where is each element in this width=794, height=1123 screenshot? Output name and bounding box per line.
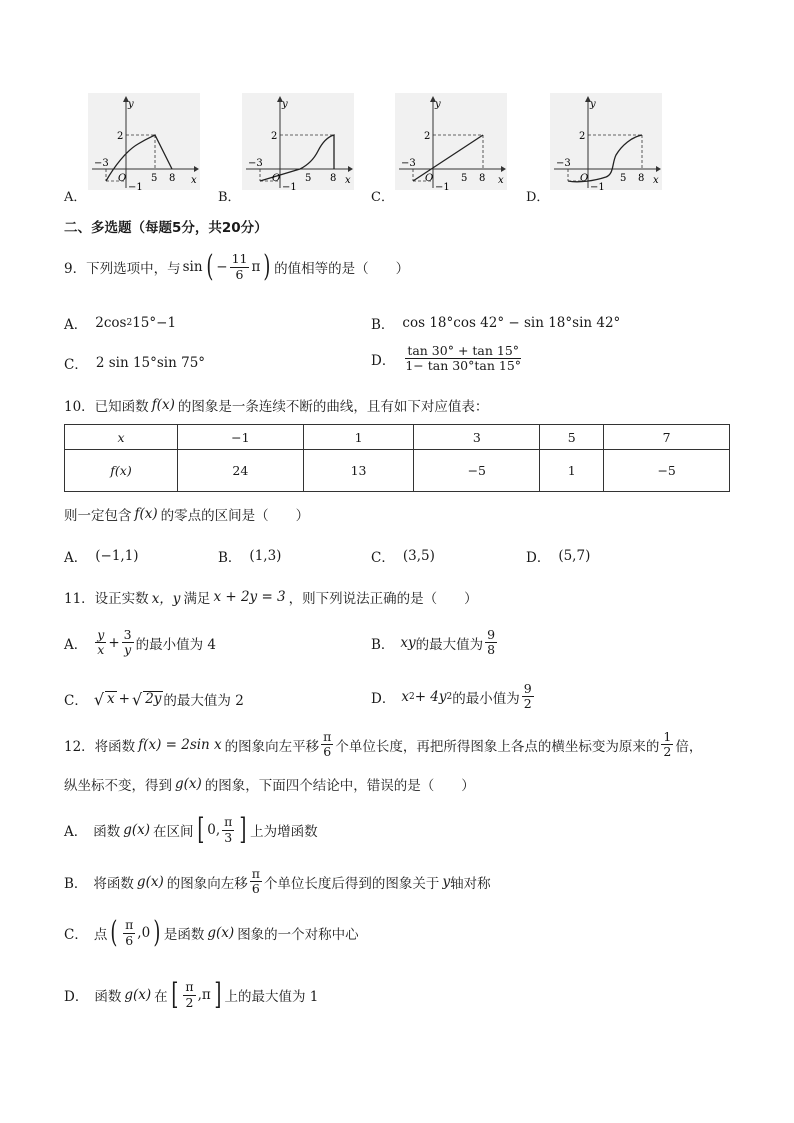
- q11-option-d[interactable]: [371, 682, 536, 712]
- q9-b-letter: B．: [371, 317, 395, 333]
- q12-c-tail: ,0: [137, 925, 151, 941]
- q10-b-text: (1,3): [249, 548, 282, 564]
- graph-b-origin: O: [272, 173, 281, 184]
- q12-c-gx: g(x): [207, 925, 235, 941]
- q10-b-letter: B．: [218, 550, 242, 566]
- graph-d-y-label: y: [590, 99, 596, 110]
- graph-b-two: 2: [271, 131, 278, 142]
- q12-half-num: 1: [663, 729, 672, 744]
- q11-eq: x + 2y = 3: [213, 589, 286, 605]
- question-9: [64, 249, 410, 284]
- graph-a-y-label: y: [128, 99, 134, 110]
- q9-b-text: cos 18°cos 42° − sin 18°sin 42°: [402, 315, 621, 331]
- graph-c-origin: O: [425, 173, 434, 184]
- q12-c-den: 6: [125, 932, 134, 948]
- graph-c-neg3: −3: [401, 158, 416, 169]
- graph-a-five: 5: [151, 173, 158, 184]
- graph-a-neg1: −1: [128, 182, 143, 190]
- q12-c-pre: 点: [93, 927, 108, 943]
- q12-line1-post: 个单位长度，再把所得图象上各点的横坐标变为原来的: [335, 738, 660, 755]
- q12-a-post: 上为增函数: [250, 824, 318, 840]
- q11-d-frac: [522, 682, 534, 712]
- q12-a-num: π: [224, 814, 233, 830]
- q12-b-post: 个单位长度后得到的图象关于: [263, 875, 440, 892]
- q9-d-den: 1− tan 30°tan 15°: [405, 358, 522, 374]
- q9-right-paren: ): [263, 249, 271, 284]
- q12-b-frac: [250, 867, 262, 897]
- q9-option-a[interactable]: [64, 313, 176, 333]
- q11-d-letter: D．: [371, 690, 396, 707]
- table-head-x: x: [65, 425, 178, 450]
- q12-shift-num: π: [323, 729, 332, 744]
- q11-c-tail: 的最大值为 2: [163, 693, 244, 709]
- q11-option-b[interactable]: [371, 628, 499, 658]
- q12-b-pre: 将函数: [93, 875, 134, 892]
- q9-left-paren: (: [205, 249, 213, 284]
- q11-c-r2: 2y: [145, 691, 162, 708]
- q10-question-fx: f(x): [134, 506, 158, 522]
- q10-prefix: 10．已知函数: [64, 399, 149, 415]
- graph-a-eight: 8: [169, 173, 176, 184]
- graph-b-x-label: x: [345, 175, 351, 186]
- q12-a-mid: 在区间: [153, 824, 194, 840]
- question-12-line2: [64, 774, 475, 794]
- q12-c-right-paren: ): [153, 915, 161, 950]
- graph-c-eight: 8: [479, 173, 486, 184]
- q12-d-num: π: [185, 979, 194, 995]
- q12-d-letter: D．: [64, 989, 89, 1005]
- graph-a-neg3: −3: [94, 158, 109, 169]
- question-10: [64, 395, 488, 415]
- section-title: 二、多选题（每题5分，共20分）: [64, 220, 268, 236]
- q9-option-c[interactable]: [64, 353, 205, 373]
- q12-c-num: π: [125, 917, 134, 933]
- graph-option-b: [242, 93, 354, 190]
- q12-b-den: 6: [251, 881, 260, 897]
- q9-suffix: 的值相等的是（ ）: [274, 261, 410, 277]
- graph-b-five: 5: [305, 173, 312, 184]
- q11-suffix: ，则下列说法正确的是（ ）: [288, 591, 478, 607]
- value-table: [64, 424, 730, 492]
- q12-line1-pre: 12．将函数: [64, 738, 136, 755]
- q12-b-num: π: [251, 866, 260, 881]
- q12-a-left-bracket: [: [196, 812, 204, 847]
- q11-d-tail: 的最小值为: [452, 690, 520, 707]
- table-cell: 1: [303, 425, 414, 450]
- graph-d-origin: O: [580, 173, 589, 184]
- q11-a-letter: A．: [64, 636, 88, 653]
- q12-a-den: 3: [224, 829, 233, 845]
- q10-option-d[interactable]: [526, 546, 590, 566]
- graph-option-a: [88, 93, 200, 190]
- q11-b-expr: xy: [400, 634, 416, 651]
- graph-c-x-label: x: [498, 175, 504, 186]
- q12-d-tail: ,π: [197, 987, 211, 1003]
- q12-half-den: 2: [663, 744, 672, 760]
- table-cell: 5: [540, 425, 604, 450]
- question-11: [64, 587, 478, 607]
- graph-option-a-letter: A．: [64, 190, 87, 205]
- q12-a-letter: A．: [64, 824, 88, 840]
- q10-c-letter: C．: [371, 550, 395, 566]
- q9-frac-num: 11: [231, 251, 248, 267]
- q9-c-text: 2 sin 15°sin 75°: [95, 355, 206, 371]
- q11-d-den: 2: [523, 696, 532, 712]
- graph-option-d: [550, 93, 662, 190]
- q9-d-fraction: [403, 344, 523, 374]
- q11-a-n2: 3: [123, 627, 132, 642]
- q12-c-post: 是函数: [163, 927, 205, 943]
- q12-option-c[interactable]: [64, 915, 359, 950]
- q11-c-r1: x: [107, 691, 115, 708]
- table-cell: 24: [178, 450, 304, 492]
- q9-d-num: tan 30° + tan 15°: [407, 343, 520, 358]
- q11-option-a[interactable]: [64, 628, 216, 658]
- q9-option-d[interactable]: [371, 344, 525, 374]
- q10-question-pre: 则一定包含: [64, 508, 132, 524]
- q12-b-var: y: [442, 873, 451, 890]
- q12-a-right-bracket: ]: [239, 812, 247, 847]
- q12-d-gx: g(x): [124, 987, 152, 1003]
- q10-fx: f(x): [151, 397, 175, 413]
- q12-line2-pre: 纵坐标不变，得到: [64, 778, 172, 794]
- graph-a-x-label: x: [191, 175, 197, 186]
- q12-b-letter: B．: [64, 875, 88, 892]
- graph-option-c: [395, 93, 507, 190]
- q12-half-frac: [661, 730, 673, 760]
- graph-d-eight: 8: [638, 173, 645, 184]
- graph-b-y-label: y: [282, 99, 288, 110]
- q12-b-gx: g(x): [136, 873, 164, 890]
- q9-sin: sin: [182, 259, 203, 275]
- q11-prefix: 11．设正实数: [64, 591, 149, 607]
- q9-option-b[interactable]: [371, 313, 620, 333]
- q10-option-c[interactable]: [371, 546, 435, 566]
- table-cell: 3: [414, 425, 540, 450]
- q9-pi: π: [251, 259, 261, 275]
- q10-d-text: (5,7): [558, 548, 591, 564]
- q12-d-left-bracket: [: [170, 977, 178, 1012]
- q10-option-a[interactable]: [64, 546, 139, 566]
- table-cell: 7: [604, 425, 730, 450]
- q11-a-frac1: [95, 628, 106, 658]
- q9-a-letter: A．: [64, 317, 88, 333]
- graph-option-c-letter: C．: [371, 190, 394, 205]
- q12-d-post: 上的最大值为 1: [224, 989, 319, 1005]
- q12-a-frac: [222, 815, 234, 845]
- q12-b-end: 轴对称: [450, 875, 491, 892]
- q12-c-end: 图象的一个对称中心: [237, 927, 359, 943]
- q11-c-letter: C．: [64, 693, 88, 709]
- q11-d-num: 9: [523, 681, 532, 696]
- q11-b-tail: 的最大值为: [415, 636, 484, 653]
- table-cell: −1: [178, 425, 304, 450]
- q10-question-post: 的零点的区间是（ ）: [160, 508, 310, 524]
- q12-fx-expr: f(x) = 2sin x: [138, 736, 222, 753]
- table-cell: 1: [540, 450, 604, 492]
- table-cell: −5: [414, 450, 540, 492]
- q12-b-mid: 的图象向左移: [166, 875, 248, 892]
- q11-a-frac2: [122, 628, 134, 658]
- q10-c-text: (3,5): [402, 548, 435, 564]
- graph-c-neg1: −1: [435, 182, 450, 190]
- graph-d-five: 5: [620, 173, 627, 184]
- graph-d-two: 2: [579, 131, 586, 142]
- q9-fraction: [230, 252, 250, 282]
- q12-shift-frac: [321, 730, 333, 760]
- q10-suffix: 的图象是一条连续不断的曲线，且有如下对应值表：: [177, 399, 489, 415]
- q11-b-num: 9: [487, 627, 496, 642]
- q12-d-pre: 函数: [94, 989, 122, 1005]
- q12-d-frac: [183, 980, 195, 1010]
- table-row: [65, 425, 730, 450]
- q12-shift-den: 6: [323, 744, 332, 760]
- graph-b-neg3: −3: [248, 158, 263, 169]
- q12-gx: g(x): [175, 776, 202, 792]
- q10-question-line: [64, 504, 309, 524]
- q10-option-b[interactable]: [218, 546, 281, 566]
- q12-a-pre: 函数: [93, 824, 121, 840]
- q12-d-mid: 在: [154, 989, 168, 1005]
- q11-b-den: 8: [487, 642, 496, 658]
- q10-a-text: (−1,1): [95, 548, 139, 564]
- q11-option-c[interactable]: [64, 689, 244, 709]
- q9-minus: −: [216, 259, 228, 275]
- q11-d-sup1: 2: [408, 691, 415, 702]
- graph-b-eight: 8: [330, 173, 337, 184]
- q11-a-n1: y: [97, 627, 105, 642]
- q11-mid: 满足: [183, 591, 211, 607]
- q9-a-text1: 2cos: [95, 315, 127, 331]
- graph-b-neg1: −1: [282, 182, 297, 190]
- q12-a-gx: g(x): [123, 822, 151, 838]
- q9-a-text2: 15°−1: [132, 315, 177, 331]
- q11-a-d2: y: [124, 642, 132, 658]
- question-12-line1: [64, 730, 702, 760]
- q12-line1-mid: 的图象向左平移: [224, 738, 320, 755]
- q11-b-frac: [485, 628, 497, 658]
- graph-d-neg3: −3: [556, 158, 571, 169]
- radical-icon: √: [93, 689, 105, 709]
- graph-option-b-letter: B．: [218, 190, 241, 205]
- graph-c-two: 2: [424, 131, 431, 142]
- q12-d-den: 2: [185, 994, 194, 1010]
- q11-a-d1: x: [97, 642, 105, 658]
- q9-c-letter: C．: [64, 357, 88, 373]
- q9-a-sup: 2: [126, 318, 133, 328]
- graph-c-y-label: y: [435, 99, 441, 110]
- q11-c-plus: +: [118, 691, 130, 707]
- table-cell: −5: [604, 450, 730, 492]
- q12-option-b[interactable]: [64, 867, 491, 897]
- table-row: [65, 450, 730, 492]
- q11-d-expr2: + 4y: [414, 688, 447, 705]
- graph-a-two: 2: [117, 131, 124, 142]
- q11-b-letter: B．: [371, 636, 395, 653]
- radical-icon: √: [131, 689, 143, 709]
- q12-c-letter: C．: [64, 927, 88, 943]
- q12-a-lb: 0,: [207, 822, 221, 838]
- q11-a-plus: +: [108, 634, 120, 651]
- q12-c-frac: [123, 918, 135, 948]
- q12-option-a[interactable]: [64, 812, 318, 847]
- q12-option-d[interactable]: [64, 977, 319, 1012]
- q11-vars: x，y: [151, 591, 181, 607]
- q10-a-letter: A．: [64, 550, 88, 566]
- q12-line1-end: 倍，: [675, 738, 703, 755]
- q11-d-expr1: x: [401, 688, 409, 705]
- q10-d-letter: D．: [526, 550, 551, 566]
- q9-d-letter: D．: [371, 352, 396, 369]
- table-head-fx: f(x): [65, 450, 178, 492]
- q12-line2-post: 的图象，下面四个结论中，错误的是（ ）: [204, 778, 475, 794]
- q9-prefix: 9．下列选项中，与: [64, 261, 181, 277]
- q11-d-sup2: 2: [446, 691, 453, 702]
- q12-d-right-bracket: ]: [214, 977, 222, 1012]
- graph-d-neg1: −1: [590, 182, 605, 190]
- graph-c-five: 5: [461, 173, 468, 184]
- graph-option-d-letter: D．: [526, 190, 550, 205]
- graph-a-origin: O: [118, 173, 127, 184]
- graph-d-x-label: x: [653, 175, 659, 186]
- q11-a-tail: 的最小值为 4: [135, 636, 216, 653]
- q9-frac-den: 6: [235, 266, 244, 282]
- q12-c-left-paren: (: [110, 915, 118, 950]
- table-cell: 13: [303, 450, 414, 492]
